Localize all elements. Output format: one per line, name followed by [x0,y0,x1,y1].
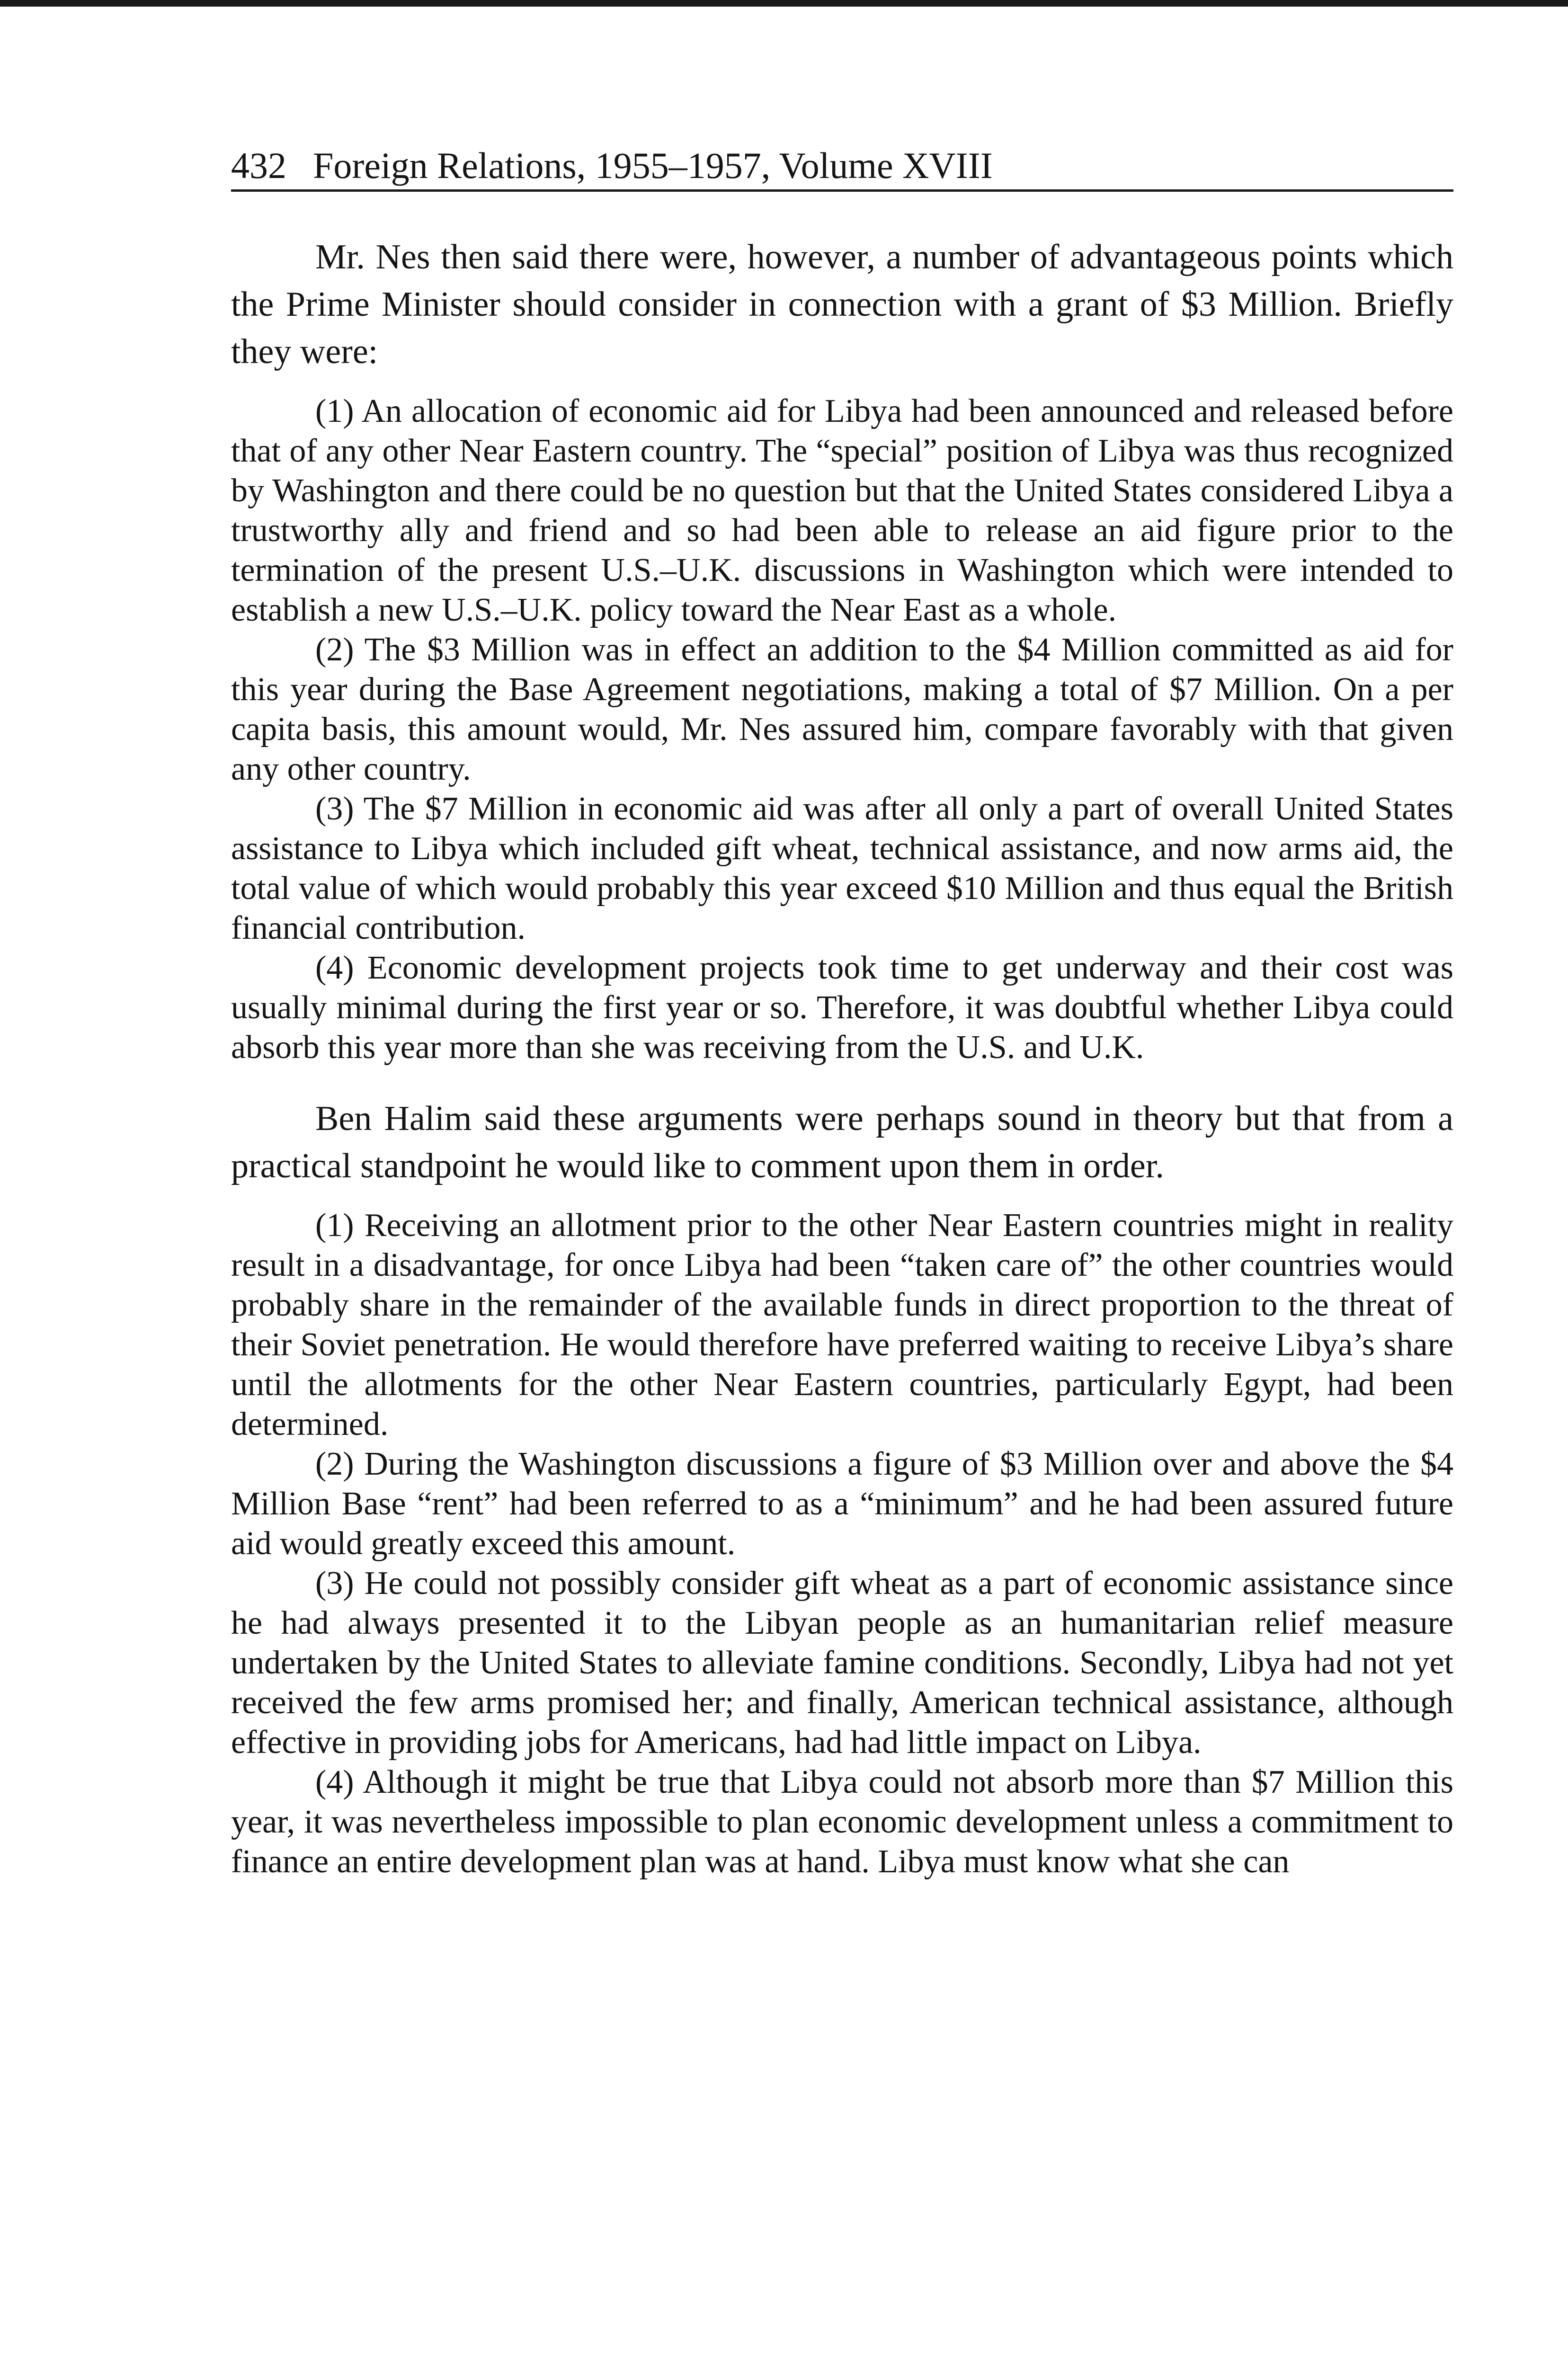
halim-point-3: (3) He could not possibly consider gift wheat as a part of economic assistance since he had always presented it to the Libyan people as an humanitarian relief measure undertaken by the United States to alleviate famine conditions. Secondly, Libya had not yet received the few arms promised her; and finally, American technical assistance, although effective in providing jobs for Americans, had had little impact on Libya. [231,1565,1453,1761]
halim-point-2: (2) During the Washington discussions a figure of $3 Million over and above the $4 Million Base “rent” had been referred to as a “minimum” and he had been assured future aid would greatly exceed this amount. [231,1446,1453,1562]
running-header [231,142,1453,192]
nes-point-4: (4) Economic development projects took time to get underway and their cost was usually minimal during the first year or so. Therefore, it was doubtful whether Libya could absorb this year more than she was receiving from the U.S. and U.K. [231,950,1453,1066]
intro-paragraph: Mr. Nes then said there were, however, a number of advantageous points which the Prime Minister should consider in connection with a grant of $3 Million. Briefly they were: [231,238,1453,371]
document-page [231,142,1453,1882]
paragraph-gap [231,375,1453,392]
response-intro-paragraph: Ben Halim said these arguments were perhaps sound in theory but that from a practical standpoint he would like to comment upon them in order. [231,1099,1453,1185]
page-number: 432 [231,145,286,186]
halim-point-4: (4) Although it might be true that Libya could not absorb more than $7 Million this year, it was nevertheless impossible to plan economic development unless a commitment to finance an entire development plan was at hand. Libya must know what she can [231,1764,1453,1880]
nes-point-2: (2) The $3 Million was in effect an addition to the $4 Million committed as aid for this year during the Base Agreement negotiations, making a total of $7 Million. On a per capita basis, this amount would, Mr. Nes assured him, compare favorably with that given any other country. [231,632,1453,787]
halim-point-1: (1) Receiving an allotment prior to the other Near Eastern countries might in reality result in a disadvantage, for once Libya had been “taken care of” the other countries would probably share in the remainder of the available funds in direct proportion to the threat of their Soviet penetration. He would therefore have preferred waiting to receive Libya’s share until the allotments for the other Near Eastern countries, particularly Egypt, had been determined. [231,1207,1453,1442]
paragraph-gap [231,1068,1453,1095]
body-text [231,233,1453,1882]
scan-edge [0,0,1568,7]
running-title: Foreign Relations, 1955–1957, Volume XVIII [313,145,993,186]
paragraph-gap [231,1190,1453,1206]
nes-point-3: (3) The $7 Million in economic aid was after all only a part of overall United States assistance to Libya which included gift wheat, technical assistance, and now arms aid, the total value of which would probably this year exceed $10 Million and thus equal the British financial contribution. [231,791,1453,946]
nes-point-1: (1) An allocation of economic aid for Libya had been announced and released before that of any other Near Eastern country. The “special” position of Libya was thus recognized by Washington and there could be no question but that the United States considered Libya a trustworthy ally and friend and so had been able to release an aid figure prior to the termination of the present U.S.–U.K. discussions in Washington which were intended to establish a new U.S.–U.K. policy toward the Near East as a whole. [231,393,1453,628]
